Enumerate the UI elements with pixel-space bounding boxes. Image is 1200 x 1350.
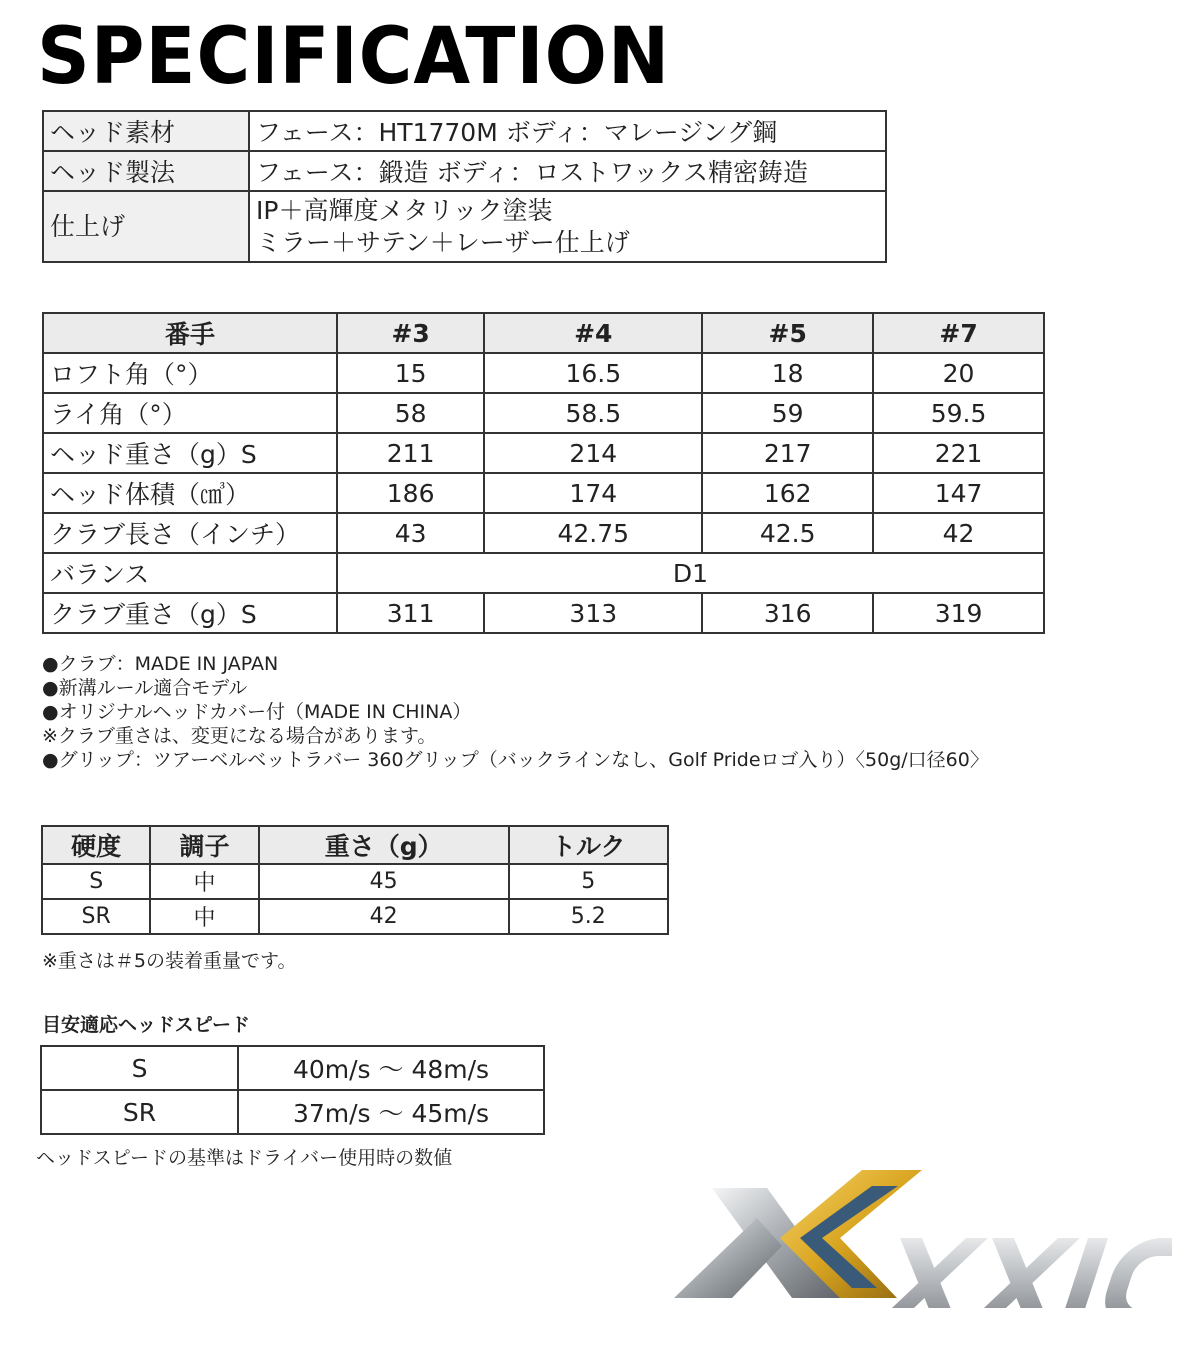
head-method-value: フェース：鍛造 ボディ：ロストワックス精密鋳造: [249, 151, 886, 191]
page-title: SPECIFICATION: [37, 12, 671, 102]
flex-cell: S: [41, 1046, 238, 1090]
row-label: クラブ長さ（インチ）: [43, 513, 337, 553]
table-row: [43, 151, 886, 191]
table-cell: 319: [873, 593, 1044, 633]
table-row: [42, 864, 668, 899]
x-stroke-silver: [674, 1218, 782, 1298]
table-cell: 147: [873, 473, 1044, 513]
table-cell: 162: [702, 473, 873, 513]
headspeed-note: ヘッドスピードの基準はドライバー使用時の数値: [36, 1147, 453, 1169]
table-row: [43, 593, 1044, 633]
table-cell: 58.5: [484, 393, 702, 433]
club-spec-table: [42, 312, 1045, 634]
table-cell: 16.5: [484, 353, 702, 393]
column-header: #5: [702, 313, 873, 353]
head-spec-table: [42, 110, 887, 263]
row-label: クラブ重さ（g）S: [43, 593, 337, 633]
table-cell: 15: [337, 353, 484, 393]
note-line: ●グリップ：ツアーベルベットラバー 360グリップ（バックラインなし、Golf Prideロゴ入り）〈50g/口径60〉: [42, 749, 989, 771]
note-line: ●新溝ルール適合モデル: [42, 677, 248, 699]
table-cell: 316: [702, 593, 873, 633]
table-row: [43, 111, 886, 151]
finish-label: 仕上げ: [43, 191, 249, 262]
row-label: バランス: [43, 553, 337, 593]
finish-value: [249, 191, 886, 262]
table-row: [43, 191, 886, 262]
table-cell: 174: [484, 473, 702, 513]
row-label: ロフト角（°）: [43, 353, 337, 393]
table-cell: 221: [873, 433, 1044, 473]
head-method-label: ヘッド製法: [43, 151, 249, 191]
table-header-row: [42, 826, 668, 864]
head-material-value: フェース：HT1770M ボディ：マレージング鋼: [249, 111, 886, 151]
shaft-spec-table: [41, 825, 669, 935]
head-material-label: ヘッド素材: [43, 111, 249, 151]
table-cell: 5.2: [509, 899, 668, 934]
table-cell: 211: [337, 433, 484, 473]
table-cell: 58: [337, 393, 484, 433]
headspeed-title: 目安適応ヘッドスピード: [42, 1014, 251, 1036]
note-line: ※クラブ重さは、変更になる場合があります。: [42, 725, 437, 747]
column-header: 番手: [43, 313, 337, 353]
table-cell: 42: [259, 899, 509, 934]
table-cell: 217: [702, 433, 873, 473]
row-label: ライ角（°）: [43, 393, 337, 433]
headspeed-table: [40, 1045, 545, 1135]
table-cell: 中: [150, 864, 258, 899]
table-cell: 45: [259, 864, 509, 899]
table-cell: 42.75: [484, 513, 702, 553]
table-row: [43, 393, 1044, 433]
shaft-note: ※重さは＃5の装着重量です。: [42, 950, 297, 972]
flex-cell: SR: [41, 1090, 238, 1134]
table-cell: 18: [702, 353, 873, 393]
row-label: ヘッド重さ（g）S: [43, 433, 337, 473]
spec-notes: [42, 652, 989, 772]
table-cell: 59: [702, 393, 873, 433]
table-cell: 311: [337, 593, 484, 633]
note-line: ●オリジナルヘッドカバー付（MADE IN CHINA）: [42, 701, 472, 723]
range-cell: 40m/s ～ 48m/s: [238, 1046, 544, 1090]
table-cell: 59.5: [873, 393, 1044, 433]
table-cell: 186: [337, 473, 484, 513]
table-row: [41, 1046, 544, 1090]
table-cell: 42: [873, 513, 1044, 553]
table-cell: 5: [509, 864, 668, 899]
table-row: [42, 899, 668, 934]
column-header: #3: [337, 313, 484, 353]
row-label: ヘッド体積（㎤）: [43, 473, 337, 513]
table-cell: SR: [42, 899, 150, 934]
table-header-row: [43, 313, 1044, 353]
table-row: [41, 1090, 544, 1134]
table-cell: 42.5: [702, 513, 873, 553]
table-row: [43, 353, 1044, 393]
table-cell: 313: [484, 593, 702, 633]
column-header: #7: [873, 313, 1044, 353]
table-row: [43, 513, 1044, 553]
column-header: トルク: [509, 826, 668, 864]
xxio-wordmark: [871, 1238, 1172, 1308]
column-header: 重さ（g）: [259, 826, 509, 864]
balance-cell: D1: [337, 553, 1044, 593]
table-cell: 214: [484, 433, 702, 473]
table-cell: 中: [150, 899, 258, 934]
table-cell: S: [42, 864, 150, 899]
column-header: 硬度: [42, 826, 150, 864]
column-header: #4: [484, 313, 702, 353]
table-cell: 43: [337, 513, 484, 553]
column-header: 調子: [150, 826, 258, 864]
note-line: ●クラブ：MADE IN JAPAN: [42, 653, 279, 675]
finish-value-line: IP＋高輝度メタリック塗装: [256, 195, 553, 225]
finish-value-line: ミラー＋サテン＋レーザー仕上げ: [256, 227, 630, 257]
table-row: [43, 473, 1044, 513]
xxio-logo: [672, 1168, 1172, 1308]
table-cell: 20: [873, 353, 1044, 393]
range-cell: 37m/s ～ 45m/s: [238, 1090, 544, 1134]
table-row: [43, 433, 1044, 473]
table-row: [43, 553, 1044, 593]
